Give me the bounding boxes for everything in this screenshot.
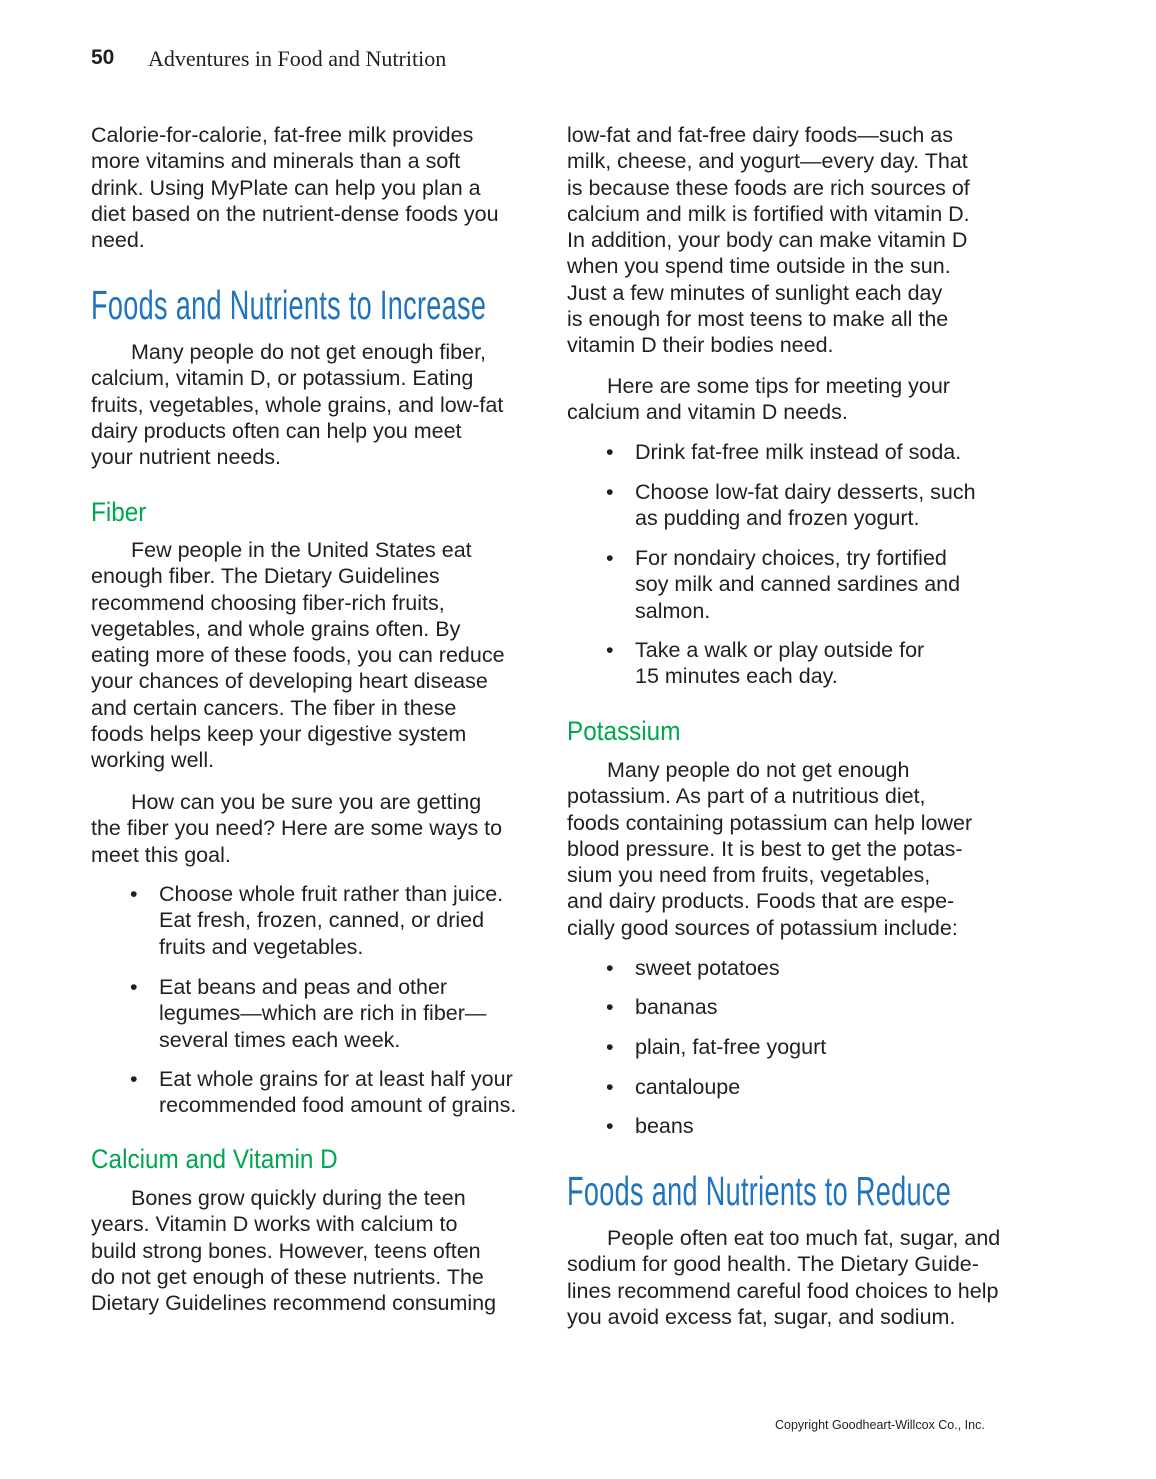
bullet-icon: • bbox=[606, 995, 614, 1019]
running-header-title: Adventures in Food and Nutrition bbox=[148, 46, 447, 71]
text-line: People often eat too much fat, sugar, and bbox=[607, 1226, 1001, 1250]
text-line: Here are some tips for meeting your bbox=[607, 374, 950, 398]
bullet-icon: • bbox=[606, 638, 614, 662]
bullet-icon: • bbox=[130, 975, 138, 999]
bullet-text-line: Eat beans and peas and other bbox=[159, 975, 448, 999]
text-line: enough fiber. The Dietary Guidelines bbox=[91, 564, 440, 589]
text-line: vegetables, and whole grains often. By bbox=[91, 616, 461, 641]
text-line: calcium and vitamin D needs. bbox=[567, 400, 848, 425]
bullet-text-line: soy milk and canned sardines and bbox=[635, 572, 961, 597]
text-line: dairy products often can help you meet bbox=[91, 418, 462, 443]
bullet-text-line: beans bbox=[635, 1114, 694, 1138]
fiber-paragraph-1 bbox=[91, 537, 505, 774]
bullet-text-line: sweet potatoes bbox=[635, 956, 780, 980]
text-line: blood pressure. It is best to get the potas- bbox=[567, 836, 963, 861]
bullet-text-line: For nondairy choices, try fortified bbox=[635, 546, 947, 570]
fiber-paragraph-2 bbox=[91, 789, 502, 868]
text-line: calcium, vitamin D, or potassium. Eating bbox=[91, 366, 474, 391]
text-line: Just a few minutes of sunlight each day bbox=[567, 280, 943, 305]
text-line: build strong bones. However, teens often bbox=[91, 1238, 481, 1263]
bullet-item bbox=[130, 1066, 517, 1119]
text-line: In addition, your body can make vitamin D bbox=[567, 228, 968, 253]
tips-paragraph bbox=[567, 373, 950, 426]
text-line: drink. Using MyPlate can help you plan a bbox=[91, 175, 481, 200]
bullet-item bbox=[606, 637, 925, 690]
bullet-text-line: recommended food amount of grains. bbox=[159, 1093, 517, 1118]
bullet-item bbox=[606, 994, 718, 1020]
bullet-icon: • bbox=[606, 956, 614, 980]
text-line: and certain cancers. The fiber in these bbox=[91, 695, 457, 720]
bullet-item bbox=[606, 1113, 694, 1139]
bullet-icon: • bbox=[606, 480, 614, 504]
text-line: lines recommend careful food choices to help bbox=[567, 1278, 999, 1303]
bullet-item bbox=[606, 545, 961, 624]
text-line: foods helps keep your digestive system bbox=[91, 722, 467, 747]
bullet-text-line: Take a walk or play outside for bbox=[635, 638, 925, 662]
text-line: is because these foods are rich sources of bbox=[567, 175, 970, 200]
intro-paragraph bbox=[91, 122, 499, 253]
text-line: your nutrient needs. bbox=[91, 445, 282, 470]
text-line: is enough for most teens to make all the bbox=[567, 307, 949, 332]
bullet-text-line: several times each week. bbox=[159, 1027, 401, 1052]
bullet-text-line: legumes—which are rich in fiber— bbox=[159, 1001, 487, 1026]
text-line: calcium and milk is fortified with vitamin D. bbox=[567, 201, 970, 226]
text-line: Many people do not get enough fiber, bbox=[131, 340, 487, 364]
text-line: working well. bbox=[91, 748, 215, 773]
text-line: Calorie-for-calorie, fat-free milk provides bbox=[91, 123, 474, 147]
bullet-icon: • bbox=[606, 440, 614, 464]
potassium-paragraph bbox=[567, 757, 972, 941]
bullet-item bbox=[606, 955, 780, 981]
calcium-paragraph-continued bbox=[567, 122, 970, 359]
calcium-paragraph bbox=[91, 1185, 496, 1316]
text-line: foods containing potassium can help lower bbox=[567, 810, 973, 835]
text-line: and dairy products. Foods that are espe- bbox=[567, 889, 955, 914]
text-line: Bones grow quickly during the teen bbox=[131, 1186, 466, 1210]
section-heading-increase: Foods and Nutrients to Increase bbox=[91, 282, 487, 328]
text-line: when you spend time outside in the sun. bbox=[567, 254, 951, 279]
subheading-fiber: Fiber bbox=[91, 497, 147, 527]
bullet-item bbox=[606, 439, 962, 465]
text-line: low-fat and fat-free dairy foods—such as bbox=[567, 123, 953, 147]
bullet-text-line: 15 minutes each day. bbox=[635, 664, 838, 689]
text-line: years. Vitamin D works with calcium to bbox=[91, 1212, 458, 1237]
bullet-text-line: Choose low-fat dairy desserts, such bbox=[635, 480, 976, 504]
text-line: cially good sources of potassium include: bbox=[567, 915, 958, 940]
bullet-text-line: as pudding and frozen yogurt. bbox=[635, 506, 920, 531]
increase-paragraph bbox=[91, 339, 503, 470]
text-line: recommend choosing fiber-rich fruits, bbox=[91, 590, 445, 615]
text-line: need. bbox=[91, 228, 145, 253]
text-line: sium you need from fruits, vegetables, bbox=[567, 863, 931, 888]
bullet-text-line: Eat whole grains for at least half your bbox=[159, 1067, 513, 1091]
bullet-icon: • bbox=[606, 1114, 614, 1138]
bullet-item bbox=[130, 974, 487, 1053]
section-heading-reduce: Foods and Nutrients to Reduce bbox=[567, 1168, 952, 1214]
subheading-potassium: Potassium bbox=[567, 716, 681, 746]
bullet-text-line: Drink fat-free milk instead of soda. bbox=[635, 440, 962, 464]
text-line: more vitamins and minerals than a soft bbox=[91, 149, 461, 174]
text-line: How can you be sure you are getting bbox=[131, 790, 482, 814]
bullet-icon: • bbox=[130, 882, 138, 906]
bullet-text-line: bananas bbox=[635, 995, 718, 1019]
text-line: Dietary Guidelines recommend consuming bbox=[91, 1291, 497, 1316]
text-line: eating more of these foods, you can reduce bbox=[91, 643, 505, 668]
text-line: vitamin D their bodies need. bbox=[567, 333, 834, 358]
bullet-item bbox=[606, 1074, 741, 1100]
page-number: 50 bbox=[91, 46, 115, 69]
reduce-paragraph bbox=[567, 1225, 1000, 1330]
bullet-text-line: Choose whole fruit rather than juice. bbox=[159, 882, 504, 906]
bullet-icon: • bbox=[606, 1035, 614, 1059]
text-line: diet based on the nutrient-dense foods you bbox=[91, 201, 499, 226]
text-line: potassium. As part of a nutritious diet, bbox=[567, 784, 926, 809]
text-line: fruits, vegetables, whole grains, and low-fat bbox=[91, 392, 504, 417]
text-line: Many people do not get enough bbox=[607, 758, 910, 782]
bullet-icon: • bbox=[130, 1067, 138, 1091]
text-line: meet this goal. bbox=[91, 842, 231, 867]
text-line: sodium for good health. The Dietary Guide- bbox=[567, 1252, 979, 1277]
subheading-calcium-vitamin-d: Calcium and Vitamin D bbox=[91, 1144, 338, 1174]
copyright-footer: Copyright Goodheart-Willcox Co., Inc. bbox=[775, 1418, 985, 1432]
bullet-item bbox=[606, 479, 976, 532]
text-line: do not get enough of these nutrients. The bbox=[91, 1264, 484, 1289]
bullet-text-line: cantaloupe bbox=[635, 1075, 741, 1099]
text-line: your chances of developing heart disease bbox=[91, 669, 488, 694]
text-line: the fiber you need? Here are some ways to bbox=[91, 816, 503, 841]
bullet-icon: • bbox=[606, 546, 614, 570]
bullet-text-line: Eat fresh, frozen, canned, or dried bbox=[159, 908, 485, 933]
bullet-text-line: plain, fat-free yogurt bbox=[635, 1035, 827, 1059]
text-line: milk, cheese, and yogurt—every day. That bbox=[567, 149, 968, 174]
text-line: you avoid excess fat, sugar, and sodium. bbox=[567, 1304, 956, 1329]
text-line: Few people in the United States eat bbox=[131, 538, 472, 562]
bullet-text-line: fruits and vegetables. bbox=[159, 934, 364, 959]
bullet-text-line: salmon. bbox=[635, 598, 711, 623]
bullet-item bbox=[606, 1034, 827, 1060]
bullet-icon: • bbox=[606, 1075, 614, 1099]
bullet-item bbox=[130, 881, 504, 960]
